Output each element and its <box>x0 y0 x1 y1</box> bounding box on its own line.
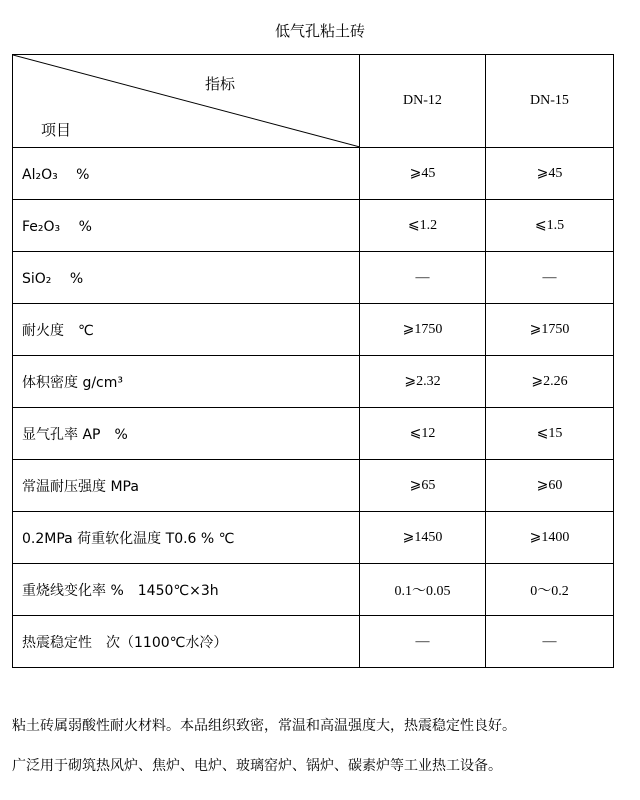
diagonal-header-cell <box>13 55 360 148</box>
table-row <box>13 356 614 408</box>
row-value-dn12: ⩾1750 <box>360 304 486 356</box>
row-value-dn15: — <box>486 252 614 304</box>
row-value-dn15: — <box>486 616 614 668</box>
header-item-label: 项目 <box>41 121 72 139</box>
row-label: Fe₂O₃ % <box>13 200 360 252</box>
row-value-dn12: ⩾65 <box>360 460 486 512</box>
row-value-dn15: ⩾60 <box>486 460 614 512</box>
table-row <box>13 408 614 460</box>
row-label: SiO₂ % <box>13 252 360 304</box>
row-value-dn15: ⩾2.26 <box>486 356 614 408</box>
row-label: 重烧线变化率 % 1450℃×3h <box>13 564 360 616</box>
spec-table <box>12 54 614 668</box>
row-value-dn12: — <box>360 616 486 668</box>
row-value-dn15: ⩽1.5 <box>486 200 614 252</box>
row-value-dn12: 0.1～0.05 <box>360 564 486 616</box>
row-label: Al₂O₃ % <box>13 148 360 200</box>
row-value-dn12: ⩾45 <box>360 148 486 200</box>
row-value-dn15: ⩾45 <box>486 148 614 200</box>
table-row <box>13 616 614 668</box>
row-label: 热震稳定性 次（1100℃水冷） <box>13 616 360 668</box>
application-paragraph: 广泛用于砌筑热风炉、焦炉、电炉、玻璃窑炉、锅炉、碳素炉等工业热工设备。 <box>12 758 502 774</box>
row-label: 显气孔率 AP % <box>13 408 360 460</box>
row-value-dn15: 0～0.2 <box>486 564 614 616</box>
table-row <box>13 200 614 252</box>
header-indicator-label: 指标 <box>205 75 236 93</box>
table-row <box>13 564 614 616</box>
row-label: 体积密度 g/cm³ <box>13 356 360 408</box>
page-title: 低气孔粘土砖 <box>274 22 365 40</box>
row-value-dn15: ⩽15 <box>486 408 614 460</box>
row-label: 耐火度 ℃ <box>13 304 360 356</box>
table-row <box>13 460 614 512</box>
grade-header-dn12: DN-12 <box>360 55 486 148</box>
row-label: 0.2MPa 荷重软化温度 T0.6 % ℃ <box>13 512 360 564</box>
row-value-dn12: ⩽12 <box>360 408 486 460</box>
row-value-dn12: — <box>360 252 486 304</box>
row-value-dn15: ⩾1400 <box>486 512 614 564</box>
table-row <box>13 252 614 304</box>
description-paragraph: 粘土砖属弱酸性耐火材料。本品组织致密，常温和高温强度大，热震稳定性良好。 <box>12 718 516 734</box>
row-value-dn12: ⩾2.32 <box>360 356 486 408</box>
table-row <box>13 304 614 356</box>
table-row <box>13 512 614 564</box>
grade-header-dn15: DN-15 <box>486 55 614 148</box>
table-row <box>13 148 614 200</box>
row-value-dn15: ⩾1750 <box>486 304 614 356</box>
row-value-dn12: ⩾1450 <box>360 512 486 564</box>
table-header-row <box>13 55 614 148</box>
row-value-dn12: ⩽1.2 <box>360 200 486 252</box>
row-label: 常温耐压强度 MPa <box>13 460 360 512</box>
